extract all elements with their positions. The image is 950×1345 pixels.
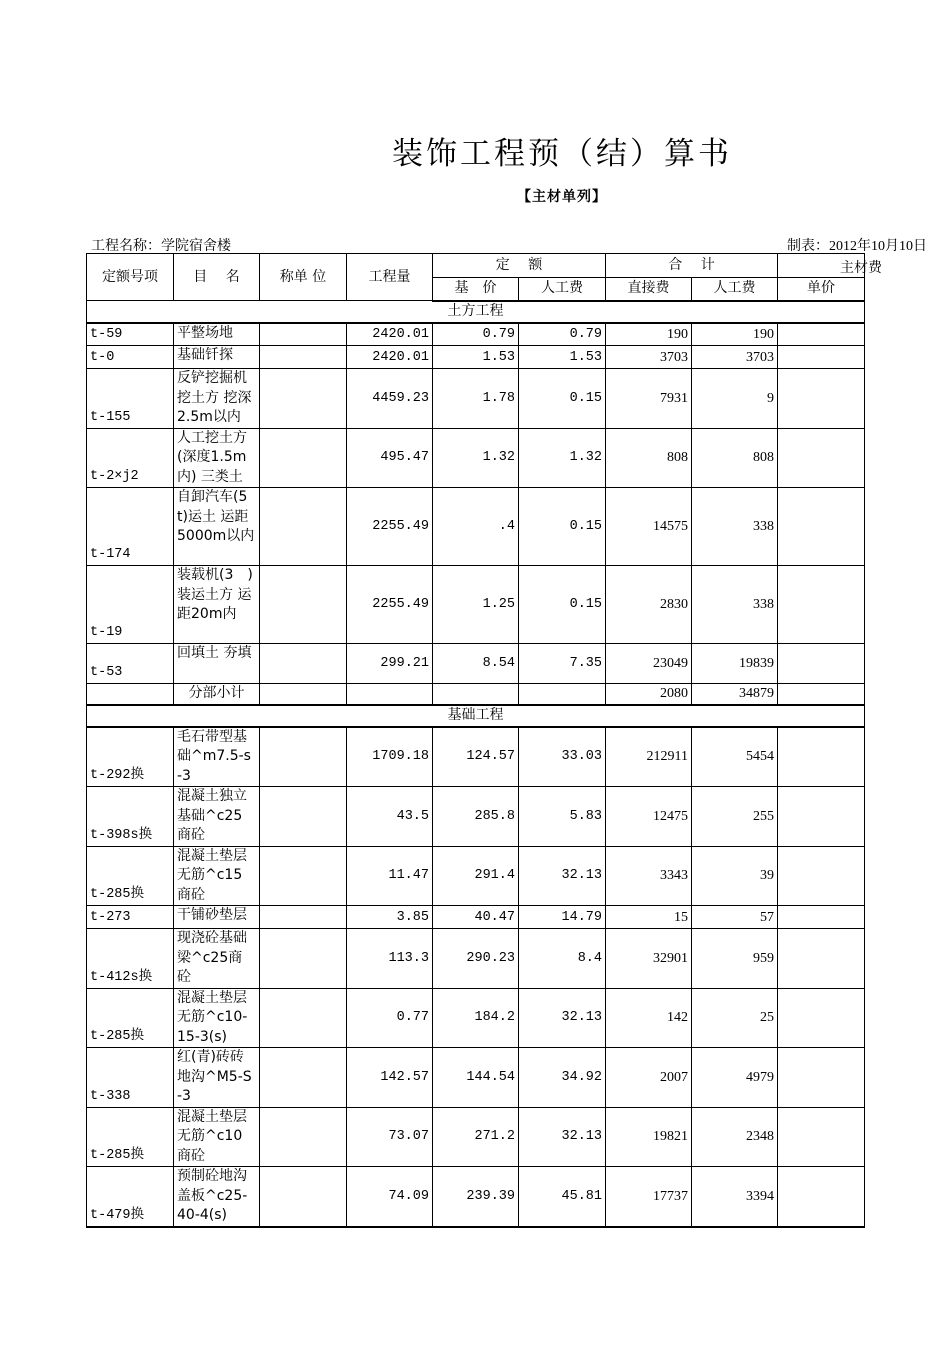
cell-base-price: 1.78 [433, 369, 519, 429]
subtotal-base [433, 684, 519, 705]
cell-direct: 32901 [606, 929, 692, 989]
cell-unit [260, 1048, 347, 1108]
page-subtitle: 【主材单列】 [517, 189, 607, 205]
cell-name: 混凝土垫层无筋^c10商砼 [174, 1107, 260, 1167]
cell-code: t-285换 [87, 988, 174, 1048]
cell-base-price: 291.4 [433, 846, 519, 906]
cell-qty: 73.07 [347, 1107, 433, 1167]
cell-base-price: .4 [433, 488, 519, 566]
cell-base-price: 184.2 [433, 988, 519, 1048]
cell-code: t-2×j2 [87, 428, 174, 488]
cell-labor: 33.03 [519, 727, 606, 787]
header-unit-price: 单价 [778, 278, 865, 301]
cell-direct: 3343 [606, 846, 692, 906]
table-row [87, 566, 865, 644]
cell-labor-total: 5454 [692, 727, 778, 787]
table-row [87, 1048, 865, 1108]
cell-labor-total: 4979 [692, 1048, 778, 1108]
cell-code: t-285换 [87, 846, 174, 906]
cell-direct: 808 [606, 428, 692, 488]
cell-code: t-19 [87, 566, 174, 644]
cell-labor: 0.15 [519, 566, 606, 644]
cell-unit-price [778, 1167, 865, 1227]
cell-qty: 113.3 [347, 929, 433, 989]
table-row [87, 1107, 865, 1167]
cell-unit [260, 727, 347, 787]
cell-name: 预制砼地沟盖板^c25-40-4(s) [174, 1167, 260, 1227]
table-row [87, 323, 865, 346]
cell-direct: 15 [606, 906, 692, 929]
cell-code: t-292换 [87, 727, 174, 787]
cell-unit-price [778, 323, 865, 346]
subtotal-unit-price [778, 684, 865, 705]
table-row [87, 346, 865, 369]
cell-labor-total: 338 [692, 566, 778, 644]
cell-direct: 7931 [606, 369, 692, 429]
cell-labor-total: 2348 [692, 1107, 778, 1167]
cell-qty: 74.09 [347, 1167, 433, 1227]
cell-base-price: 1.53 [433, 346, 519, 369]
cell-code: t-59 [87, 323, 174, 346]
header-code: 定额号项 [87, 254, 174, 301]
subtotal-unit [260, 684, 347, 705]
header-base-price: 基 价 [433, 278, 519, 301]
cell-code: t-338 [87, 1048, 174, 1108]
cell-unit-price [778, 929, 865, 989]
subtotal-label: 分部小计 [174, 684, 260, 705]
table-row [87, 929, 865, 989]
cell-labor: 32.13 [519, 988, 606, 1048]
cell-labor: 45.81 [519, 1167, 606, 1227]
cell-base-price: 124.57 [433, 727, 519, 787]
cell-name: 反铲挖掘机挖土方 挖深2.5m以内 [174, 369, 260, 429]
cell-labor-total: 338 [692, 488, 778, 566]
cell-name: 人工挖土方(深度1.5m内) 三类土 [174, 428, 260, 488]
cell-name: 现浇砼基础梁^c25商砼 [174, 929, 260, 989]
cell-name: 平整场地 [174, 323, 260, 346]
subtotal-labor [519, 684, 606, 705]
cell-labor-total: 808 [692, 428, 778, 488]
cell-labor: 7.35 [519, 644, 606, 684]
cell-unit-price [778, 566, 865, 644]
cell-labor-total: 959 [692, 929, 778, 989]
cell-name: 混凝土独立基础^c25商砼 [174, 787, 260, 847]
cell-qty: 2420.01 [347, 323, 433, 346]
cell-unit [260, 906, 347, 929]
cell-name: 毛石带型基础^m7.5-s-3 [174, 727, 260, 787]
cell-qty: 2255.49 [347, 488, 433, 566]
cell-base-price: 271.2 [433, 1107, 519, 1167]
cell-base-price: 1.32 [433, 428, 519, 488]
date-label: 制表：2012年10月10日 [787, 239, 927, 254]
table-row [87, 644, 865, 684]
header-total: 合 计 [606, 254, 778, 278]
table-row [87, 727, 865, 787]
cell-labor-total: 3394 [692, 1167, 778, 1227]
cell-labor: 0.15 [519, 369, 606, 429]
cell-qty: 0.77 [347, 988, 433, 1048]
cell-labor-total: 3703 [692, 346, 778, 369]
cell-base-price: 290.23 [433, 929, 519, 989]
cell-unit-price [778, 1048, 865, 1108]
cell-labor: 1.53 [519, 346, 606, 369]
cell-unit-price [778, 488, 865, 566]
cell-qty: 2420.01 [347, 346, 433, 369]
cell-code: t-398s换 [87, 787, 174, 847]
cell-unit-price [778, 787, 865, 847]
cell-labor-total: 39 [692, 846, 778, 906]
table-row [87, 1167, 865, 1227]
cell-qty: 11.47 [347, 846, 433, 906]
cell-unit [260, 846, 347, 906]
table-row [87, 846, 865, 906]
cell-name: 红(青)砖砖地沟^M5-S-3 [174, 1048, 260, 1108]
cell-unit [260, 644, 347, 684]
cell-labor: 5.83 [519, 787, 606, 847]
cell-direct: 19821 [606, 1107, 692, 1167]
cell-labor: 0.15 [519, 488, 606, 566]
cell-labor-total: 19839 [692, 644, 778, 684]
cell-labor: 14.79 [519, 906, 606, 929]
project-name: 工程名称：学院宿舍楼 [91, 239, 231, 254]
cell-direct: 23049 [606, 644, 692, 684]
cell-labor-total: 190 [692, 323, 778, 346]
cell-code: t-412s换 [87, 929, 174, 989]
cell-base-price: 8.54 [433, 644, 519, 684]
cell-unit [260, 323, 347, 346]
cell-unit-price [778, 988, 865, 1048]
cell-direct: 190 [606, 323, 692, 346]
cell-direct: 2007 [606, 1048, 692, 1108]
cell-unit-price [778, 428, 865, 488]
cell-qty: 142.57 [347, 1048, 433, 1108]
cell-name: 混凝土垫层无筋^c15商砼 [174, 846, 260, 906]
cell-unit-price [778, 906, 865, 929]
header-material-fee: 主材费 [840, 260, 882, 276]
subtotal-row [87, 684, 865, 705]
header-direct: 直接费 [606, 278, 692, 301]
cell-labor-total: 57 [692, 906, 778, 929]
cell-direct: 2830 [606, 566, 692, 644]
cell-labor: 34.92 [519, 1048, 606, 1108]
budget-table [86, 253, 865, 1228]
cell-code: t-174 [87, 488, 174, 566]
cell-unit [260, 566, 347, 644]
table-row [87, 906, 865, 929]
cell-qty: 43.5 [347, 787, 433, 847]
cell-labor-total: 25 [692, 988, 778, 1048]
cell-unit [260, 1167, 347, 1227]
cell-labor: 32.13 [519, 846, 606, 906]
cell-unit [260, 787, 347, 847]
cell-labor: 1.32 [519, 428, 606, 488]
subtotal-code [87, 684, 174, 705]
table-row [87, 369, 865, 429]
cell-unit [260, 428, 347, 488]
cell-name: 自卸汽车(5t)运土 运距5000m以内 [174, 488, 260, 566]
cell-code: t-53 [87, 644, 174, 684]
cell-base-price: 239.39 [433, 1167, 519, 1227]
cell-labor: 32.13 [519, 1107, 606, 1167]
cell-unit-price [778, 644, 865, 684]
header-labor: 人工费 [519, 278, 606, 301]
header-material-cell [778, 254, 865, 278]
cell-unit-price [778, 846, 865, 906]
cell-name: 基础钎探 [174, 346, 260, 369]
cell-qty: 299.21 [347, 644, 433, 684]
table-row [87, 428, 865, 488]
cell-labor: 0.79 [519, 323, 606, 346]
header-name: 目 名 [174, 254, 260, 301]
header-qty: 工程量 [347, 254, 433, 301]
cell-qty: 2255.49 [347, 566, 433, 644]
subtotal-direct: 2080 [606, 684, 692, 705]
section-row [87, 301, 865, 323]
cell-qty: 1709.18 [347, 727, 433, 787]
cell-unit [260, 988, 347, 1048]
section-title: 土方工程 [87, 301, 865, 323]
cell-direct: 17737 [606, 1167, 692, 1227]
cell-code: t-0 [87, 346, 174, 369]
cell-base-price: 1.25 [433, 566, 519, 644]
header-unit: 称单 位 [260, 254, 347, 301]
cell-unit [260, 346, 347, 369]
cell-base-price: 40.47 [433, 906, 519, 929]
cell-direct: 14575 [606, 488, 692, 566]
cell-labor: 8.4 [519, 929, 606, 989]
table-row [87, 488, 865, 566]
cell-name: 干铺砂垫层 [174, 906, 260, 929]
cell-unit [260, 929, 347, 989]
cell-qty: 495.47 [347, 428, 433, 488]
header-quota: 定 额 [433, 254, 606, 278]
cell-labor-total: 255 [692, 787, 778, 847]
cell-base-price: 285.8 [433, 787, 519, 847]
cell-unit [260, 1107, 347, 1167]
header-labor-total: 人工费 [692, 278, 778, 301]
table-row [87, 988, 865, 1048]
cell-unit-price [778, 1107, 865, 1167]
page-title: 装饰工程预（结）算书 [392, 136, 732, 172]
cell-code: t-285换 [87, 1107, 174, 1167]
cell-labor-total: 9 [692, 369, 778, 429]
cell-code: t-155 [87, 369, 174, 429]
cell-direct: 3703 [606, 346, 692, 369]
cell-unit-price [778, 369, 865, 429]
cell-direct: 12475 [606, 787, 692, 847]
cell-unit-price [778, 346, 865, 369]
cell-qty: 4459.23 [347, 369, 433, 429]
subtotal-qty [347, 684, 433, 705]
cell-unit-price [778, 727, 865, 787]
cell-direct: 142 [606, 988, 692, 1048]
cell-name: 混凝土垫层无筋^c10-15-3(s) [174, 988, 260, 1048]
cell-unit [260, 369, 347, 429]
cell-code: t-273 [87, 906, 174, 929]
section-row [87, 705, 865, 727]
cell-direct: 212911 [606, 727, 692, 787]
cell-name: 装载机(3 )装运土方 运距20m内 [174, 566, 260, 644]
cell-unit [260, 488, 347, 566]
cell-code: t-479换 [87, 1167, 174, 1227]
cell-name: 回填土 夯填 [174, 644, 260, 684]
cell-qty: 3.85 [347, 906, 433, 929]
section-title: 基础工程 [87, 705, 865, 727]
cell-base-price: 0.79 [433, 323, 519, 346]
table-row [87, 787, 865, 847]
cell-base-price: 144.54 [433, 1048, 519, 1108]
subtotal-labor-total: 34879 [692, 684, 778, 705]
